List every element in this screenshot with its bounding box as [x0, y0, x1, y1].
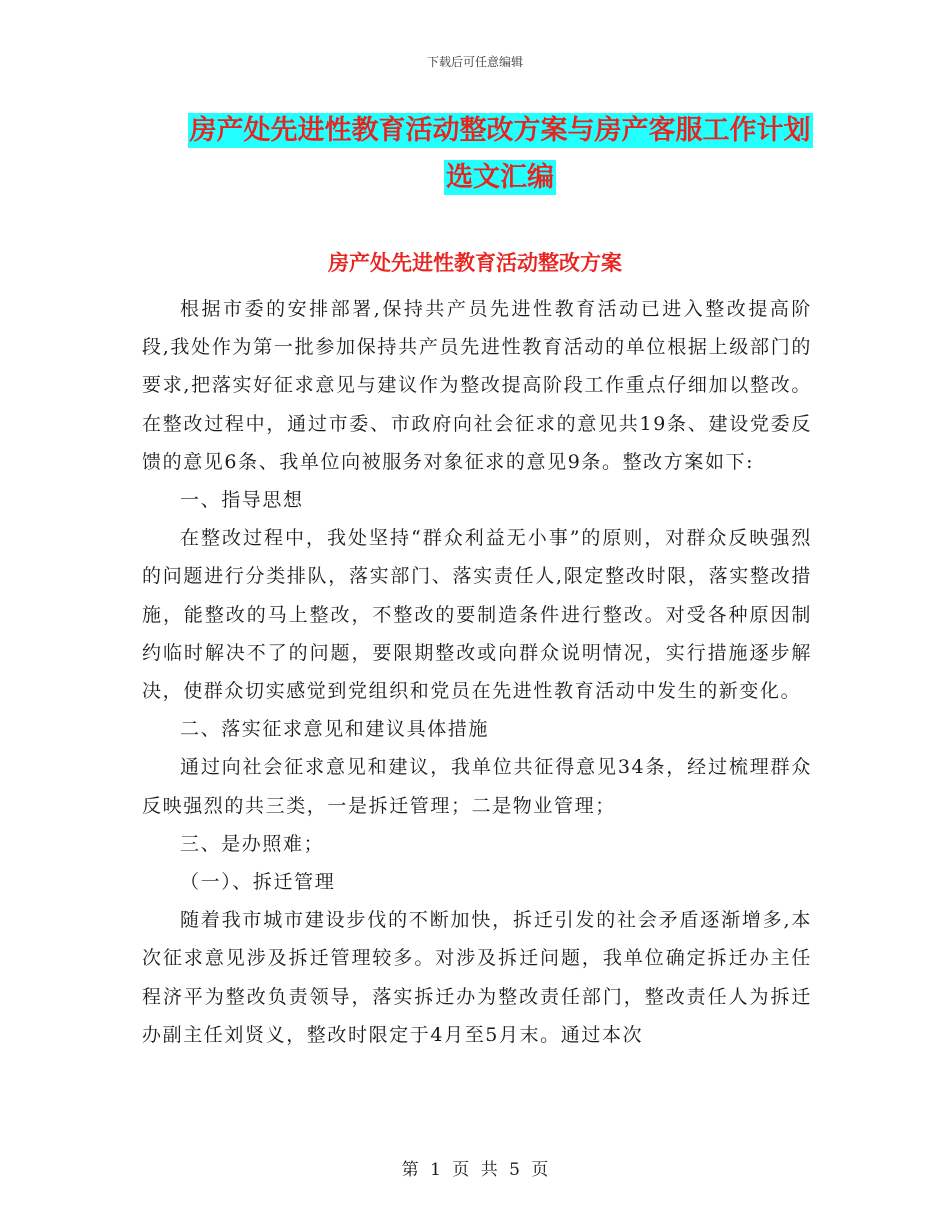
- paragraph-intro: 根据市委的安排部署,保持共产员先进性教育活动已进入整改提高阶段,我处作为第一批参加保持共产员先进性教育活动的单位根据上级部门的要求,把落实好征求意见与建议作为整改提高阶段工作重点仔细加以整改。在整改过程中，通过市委、市政府向社会征求的意见共19条、建设党委反馈的意见6条、我单位向被服务对象征求的意见9条。整改方案如下:: [142, 298, 812, 473]
- paragraph-third-category: 三、是办照难；: [180, 832, 325, 855]
- heading-measures: 二、落实征求意见和建议具体措施: [180, 718, 490, 741]
- heading-demolition-management: （一）、拆迁管理: [180, 871, 336, 894]
- section-title: 房产处先进性教育活动整改方案: [328, 251, 622, 275]
- paragraph-demolition-management: 随着我市城市建设步伐的不断加快，拆迁引发的社会矛盾逐渐增多,本次征求意见涉及拆迁管理较多。对涉及拆迁问题，我单位确定拆迁办主任程济平为整改负责领导，落实拆迁办为整改责任部门，整改责任人为拆迁办副主任刘贤义，整改时限定于4月至5月末。通过本次: [142, 909, 812, 1046]
- heading-guiding-ideology: 一、指导思想: [180, 489, 304, 512]
- document-title-line-2: [180, 155, 820, 201]
- paragraph-measures: 通过向社会征求意见和建议，我单位共征得意见34条，经过梳理群众反映强烈的共三类，一是拆迁管理；二是物业管理；: [142, 756, 812, 817]
- title-highlight-1: 房产处先进性教育活动整改方案与房产客服工作计划: [189, 115, 811, 146]
- header-note: 下载后可任意编辑: [426, 55, 523, 69]
- page-number-footer: 第 1 页 共 5 页: [401, 1160, 549, 1180]
- title-highlight-2: 选文汇编: [446, 162, 554, 193]
- document-body: [142, 290, 812, 1054]
- paragraph-guiding-ideology: 在整改过程中，我处坚持“群众利益无小事”的原则，对群众反映强烈的问题进行分类排队，落实部门、落实责任人,限定整改时限，落实整改措施，能整改的马上整改，不整改的要制造条件进行整改。对受各种原因制约临时解决不了的问题，要限期整改或向群众说明情况，实行措施逐步解决，使群众切实感觉到党组织和党员在先进性教育活动中发生的新变化。: [142, 527, 812, 703]
- document-title-line-1: [180, 108, 820, 154]
